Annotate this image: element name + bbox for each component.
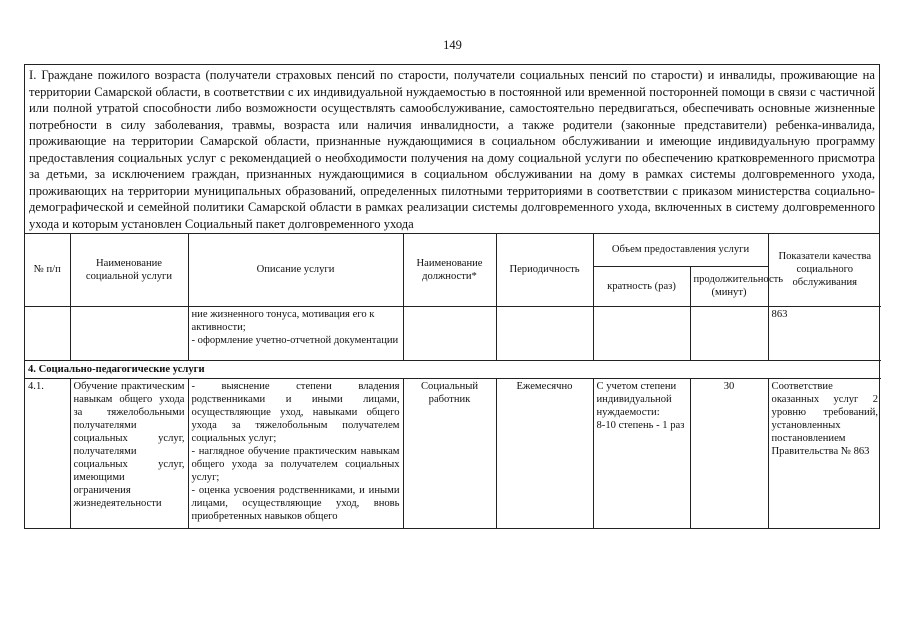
- header-quality: Показатели качества социального обслуживания: [768, 234, 881, 306]
- header-number: № п/п: [25, 234, 70, 306]
- header-duration: продолжительность (минут): [690, 266, 768, 306]
- header-position: Наименование должности*: [403, 234, 496, 306]
- row-service-name: Обучение практическим навыкам общего ухода за тяжелобольными получателями социальных услуг, получателями социальных услуг, имеющими ограничения жизнедеятельности: [70, 378, 188, 528]
- services-table: [25, 234, 881, 528]
- header-description: Описание услуги: [188, 234, 403, 306]
- continuation-description: ние жизненного тонуса, мотивация его к активности; - оформление учетно-отчетной документации: [188, 306, 403, 360]
- continuation-quality: 863: [768, 306, 881, 360]
- services-table-frame: [24, 64, 880, 529]
- header-frequency: кратность (раз): [593, 266, 690, 306]
- row-duration: 30: [690, 378, 768, 528]
- table-row: [25, 378, 881, 528]
- row-position: Социальный работник: [403, 378, 496, 528]
- section-title: 4. Социально-педагогические услуги: [25, 360, 881, 378]
- recipient-category-heading: I. Граждане пожилого возраста (получатели страховых пенсий по старости, получатели социальных пенсий по старости) и инвалиды, проживающие на территории Самарской области, в соответствии с их индивидуальной нуждаемостью в постоянной или временной посторонней помощи в связи с частичной или полной утратой способности либо возможности осуществлять самообслуживание, самостоятельно передвигаться, обеспечивать основные жизненные потребности в силу заболевания, травмы, возраста или наличия инвалидности, а также родители (законные представители) ребенка-инвалида, проживающие на территории Самарской области, признанные нуждающимися в социальном обслуживании и имеющие индивидуальную программу предоставления социальных услуг с рекомендацией о необходимости получения на дому социальной услуги по обеспечению кратковременного присмотра за детьми, за исключением граждан, признанных нуждающимися в социальном обслуживании на дому в рамках системы долговременного ухода, проживающих на территории муниципальных образований, определенных пилотными территориями в соответствии с приказом министерства социально-демографической и семейной политики Самарской области в рамках реализации системы долговременного ухода, включенных в систему долговременного ухода и которым установлен Социальный пакет долговременного ухода: [25, 65, 879, 234]
- row-quality: Соответствие оказанных услуг 2 уровню требований, установленных постановлением Правительства № 863: [768, 378, 881, 528]
- continuation-row: [25, 306, 881, 360]
- header-volume: Объем предоставления услуги: [593, 234, 768, 266]
- row-number: 4.1.: [25, 378, 70, 528]
- header-periodicity: Периодичность: [496, 234, 593, 306]
- header-service-name: Наименование социальной услуги: [70, 234, 188, 306]
- row-description: - выяснение степени владения родственниками и иными лицами, осуществляющие уход, навыками общего ухода за тяжелобольным получателем социальных услуг; - наглядное обучение практическим навыкам общего ухода за получателем социальных услуг; - оценка усвоения родственниками, и иными лицами, осуществляющие уход, вновь приобретенных навыков общего: [188, 378, 403, 528]
- row-periodicity: Ежемесячно: [496, 378, 593, 528]
- row-frequency: С учетом степени индивидуальной нуждаемости: 8-10 степень - 1 раз: [593, 378, 690, 528]
- page-number: 149: [443, 38, 462, 52]
